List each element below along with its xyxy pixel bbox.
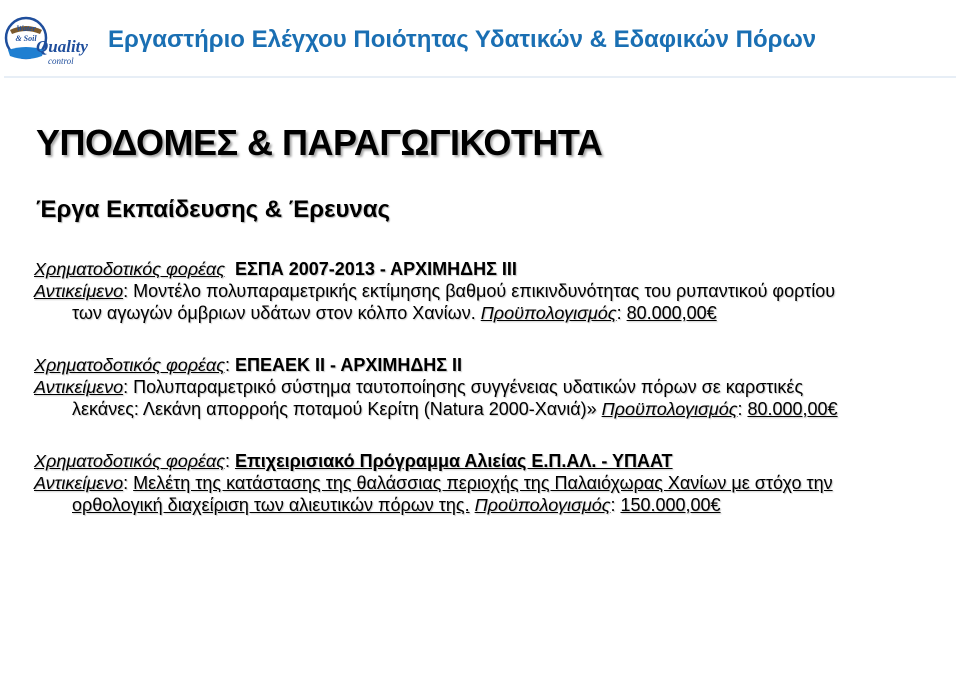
funder-label: Χρηματοδοτικός φορέας (34, 259, 225, 279)
object-label: Αντικείμενο (34, 377, 124, 397)
project-3: Χρηματοδοτικός φορέας: Επιχειρισιακό Πρόγραμμα Αλιείας Ε.Π.ΑΛ. - ΥΠΑΑΤ Αντικείμενο: Μελέτη της κατάστασης της θαλάσσιας περιοχής της Παλαιόχωρας Χανίων με στόχο την ορθολογική διαχείριση των αλιευτικών πόρων της. Προϋπολογισμός: 150.000,00€ (34, 451, 833, 515)
header-divider (4, 76, 956, 78)
page-title: ΥΠΟΔΟΜΕΣ & ΠΑΡΑΓΩΓΙΚΟΤΗΤΑ (36, 122, 603, 163)
budget-value: 150.000,00€ (620, 495, 721, 515)
object-label: Αντικείμενο (34, 473, 124, 493)
funder-label: Χρηματοδοτικός φορέας (34, 355, 225, 375)
project-2: Χρηματοδοτικός φορέας: ΕΠΕΑΕΚ ΙΙ - ΑΡΧΙΜΗΔΗΣ ΙΙ Αντικείμενο: Πολυπαραμετρικό σύστημα ταυτοποίησης συγγένειας υδατικών πόρων σε καρστικές λεκάνες: Λεκάνη απορροής ποταμού Κερίτη (Natura 2000-Χανιά)» Προϋπολογισμός: 80.000,00€ (34, 355, 838, 419)
funder-value: Επιχειρισιακό Πρόγραμμα Αλιείας Ε.Π.ΑΛ. - ΥΠΑΑΤ (234, 451, 673, 471)
budget-value: 80.000,00€ (626, 303, 717, 323)
object-text-2: λεκάνες: Λεκάνη απορροής ποταμού Κερίτη (Natura 2000-Χανιά)» (72, 399, 597, 419)
object-text-2: ορθολογική διαχείριση των αλιευτικών πόρων της. (72, 495, 470, 515)
object-text-1: Μελέτη της κατάστασης της θαλάσσιας περιοχής της Παλαιόχωρας Χανίων με στόχο την (133, 473, 833, 493)
object-text-1: Μοντέλο πολυπαραμετρικής εκτίμησης βαθμού επικινδυνότητας του ρυπαντικού φορτίου (133, 281, 836, 301)
svg-text:control: control (48, 56, 74, 66)
water-soil-quality-logo (4, 4, 96, 74)
budget-label: Προϋπολογισμός (474, 495, 611, 515)
object-text-2: των αγωγών όμβριων υδάτων στον κόλπο Χανίων. (72, 303, 476, 323)
header (0, 0, 960, 80)
budget-value: 80.000,00€ (747, 399, 838, 419)
budget-label: Προϋπολογισμός (480, 303, 617, 323)
svg-text:Water: Water (16, 24, 36, 33)
section-subtitle: Έργα Εκπαίδευσης & Έρευνας (36, 196, 391, 223)
funder-value: ΕΣΠΑ 2007-2013 - ΑΡΧΙΜΗΔΗΣ ΙΙΙ (234, 259, 517, 279)
object-text-1: Πολυπαραμετρικό σύστημα ταυτοποίησης συγγένειας υδατικών πόρων σε καρστικές (133, 377, 804, 397)
object-label: Αντικείμενο (34, 281, 124, 301)
budget-label: Προϋπολογισμός (601, 399, 738, 419)
funder-value: ΕΠΕΑΕΚ ΙΙ - ΑΡΧΙΜΗΔΗΣ ΙΙ (234, 355, 463, 375)
svg-text:Quality: Quality (36, 37, 88, 56)
svg-text:& Soil: & Soil (15, 34, 37, 43)
funder-label: Χρηματοδοτικός φορέας (34, 451, 225, 471)
project-1: Χρηματοδοτικός φορέας ΕΣΠΑ 2007-2013 - ΑΡΧΙΜΗΔΗΣ ΙΙΙ Αντικείμενο: Μοντέλο πολυπαραμετρικής εκτίμησης βαθμού επικινδυνότητας του ρυπαντικού φορτίου των αγωγών όμβριων υδάτων στον κόλπο Χανίων. Προϋπολογισμός: 80.000,00€ (34, 259, 836, 323)
header-title: Εργαστήριο Ελέγχου Ποιότητας Υδατικών & Εδαφικών Πόρων (108, 26, 817, 53)
